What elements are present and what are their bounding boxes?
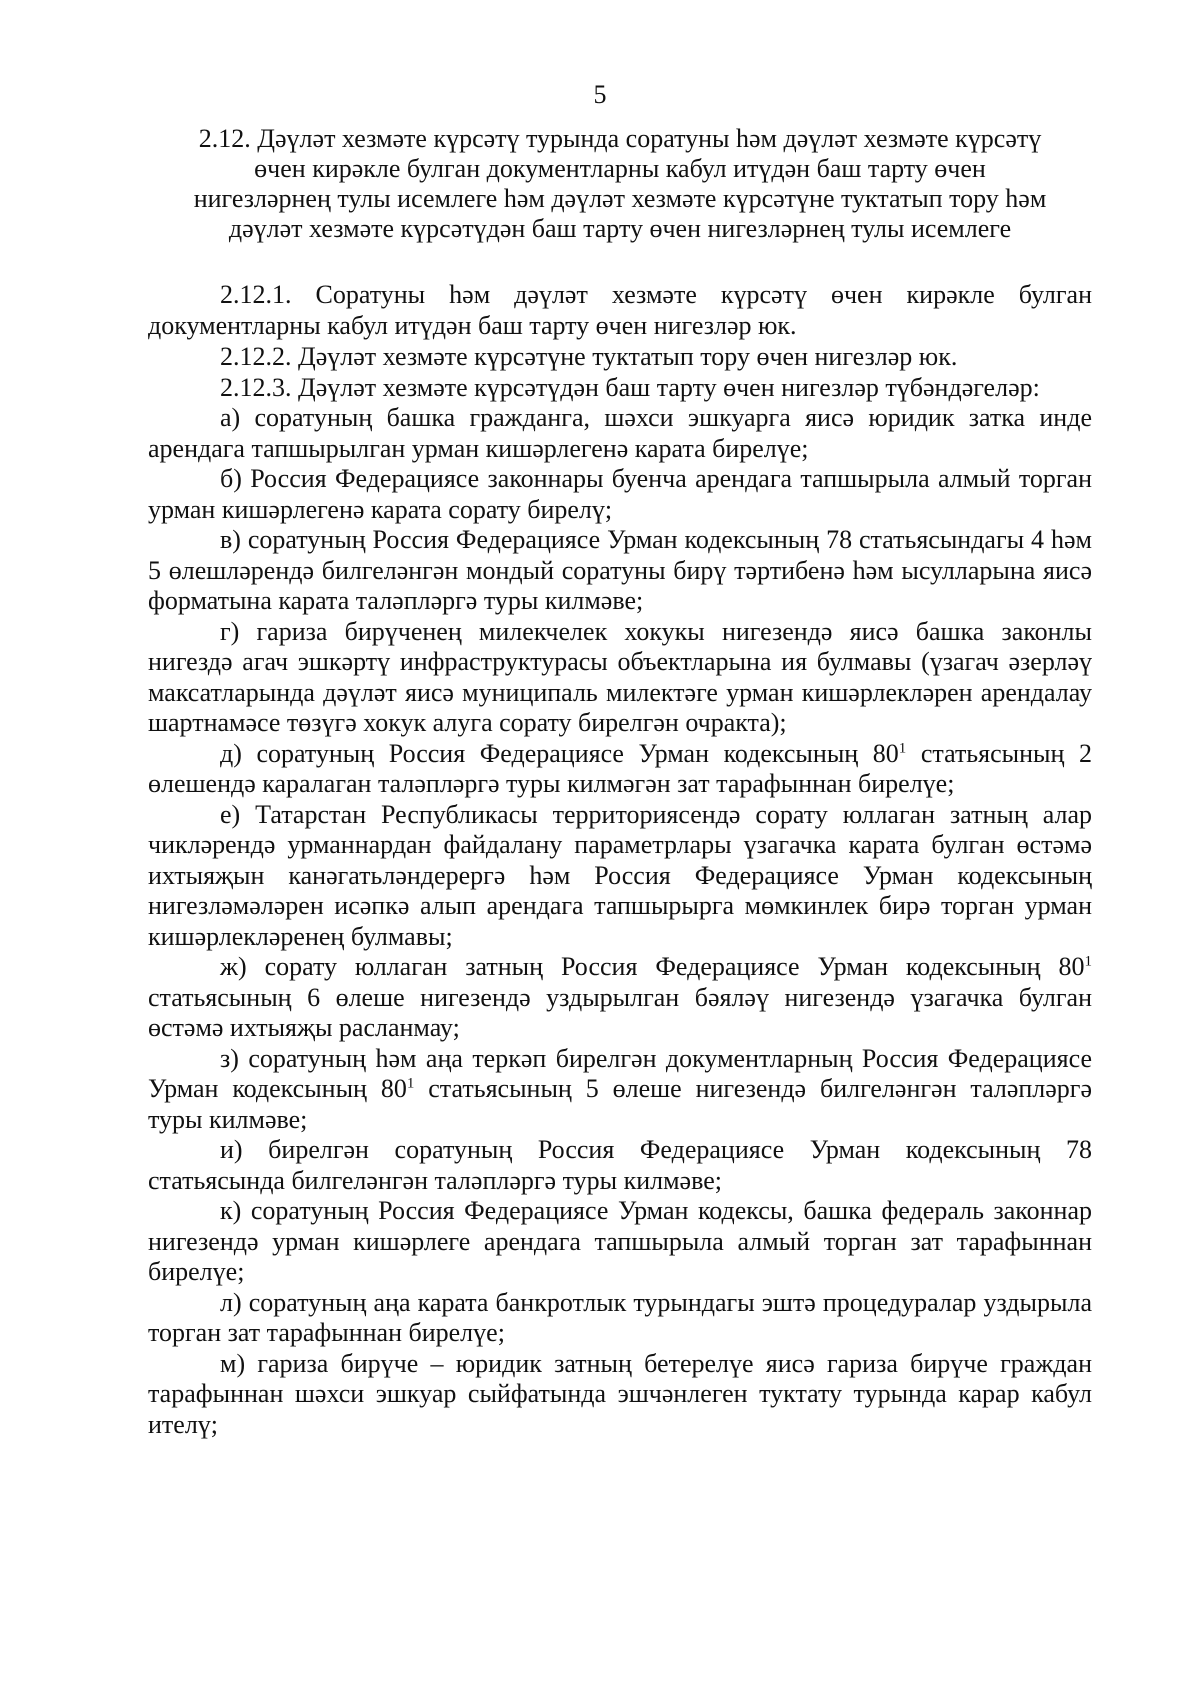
paragraph-2-12-1: 2.12.1. Соратуны һәм дәүләт хезмәте күрсәтү өчен кирәкле булган документларны кабул итүдән баш тарту өчен нигезләр юк.: [148, 280, 1092, 340]
heading-line: нигезләрнең тулы исемлеге һәм дәүләт хезмәте күрсәтүне туктатып тору һәм: [193, 184, 1047, 213]
superscript: 1: [898, 739, 907, 756]
document-body: [148, 280, 1092, 1440]
paragraph-item-m: м) гариза бирүче – юридик затның бетерелүе яисә гариза бирүче граждан тарафыннан шәхси эшкуар сыйфатында эшчәнлеген туктату турында карар кабул ителү;: [148, 1348, 1092, 1439]
page-number: 5: [593, 80, 607, 109]
heading-line: дәүләт хезмәте күрсәтүдән баш тарту өчен нигезләрнең тулы исемлеге: [228, 214, 1012, 243]
paragraph-item-k: к) соратуның Россия Федерациясе Урман кодексы, башка федераль законнар нигезендә урман кишәрлеге арендага тапшырыла алмый торган зат тарафыннан бирелүе;: [148, 1196, 1092, 1286]
paragraph-item-i: и) бирелгән соратуның Россия Федерациясе Урман кодексының 78 статьясында билгеләнгән таләпләргә туры килмәве;: [148, 1135, 1092, 1195]
superscript: 1: [1084, 953, 1092, 970]
paragraph-text: статьясының 6 өлеше нигезендә уздырылган бәяләү нигезендә үзагачка булган өстәмә ихтыяҗы расланмау;: [148, 982, 1092, 1042]
paragraph-item-z: [148, 1044, 1092, 1136]
paragraph-text: з) соратуның һәм аңа теркәп бирелгән документларның Россия Федерациясе Урман кодексының 80: [148, 1043, 1092, 1103]
paragraph-item-zh: [148, 952, 1092, 1044]
paragraph-text: ж) сорату юллаган затның Россия Федерациясе Урман кодексының 80: [220, 952, 1085, 981]
heading-line: 2.12. Дәүләт хезмәте күрсәтү турында соратуны һәм дәүләт хезмәте күрсәтү: [198, 124, 1042, 153]
paragraph-2-12-3: 2.12.3. Дәүләт хезмәте күрсәтүдән баш тарту өчен нигезләр түбәндәгеләр:: [220, 372, 1040, 402]
paragraph-item-b: б) Россия Федерациясе законнары буенча арендага тапшырыла алмый торган урман кишәрлегенә карата сорату бирелү;: [148, 464, 1092, 524]
paragraph-item-e: е) Татарстан Республикасы территориясендә сорату юллаган затның алар чикләрендә урманнардан файдалану параметрлары үзагачка карата булган өстәмә ихтыяҗын канәгатьләндерергә һәм Россия Федерациясе Урман кодексының нигезләмәләрен исәпкә алып арендага тапшырырга мөмкинлек бирә торган урман кишәрлекләренең булмавы;: [148, 799, 1092, 951]
paragraph-item-g: г) гариза бирүченең милекчелек хокукы нигезендә яисә башка законлы нигездә агач эшкәртү инфраструктурасы объектларына ия булмавы (үзагач әзерләү максатларында дәүләт яисә муниципаль милектәге урман кишәрлекләрен арендалау шартнамәсе төзүгә хокук алуга сорату бирелгән очракта);: [148, 616, 1092, 737]
superscript: 1: [406, 1075, 415, 1092]
section-heading: [148, 124, 1092, 244]
paragraph-2-12-2: 2.12.2. Дәүләт хезмәте күрсәтүне туктатып тору өчен нигезләр юк.: [220, 342, 958, 371]
paragraph-item-v: в) соратуның Россия Федерациясе Урман кодексының 78 статьясындагы 4 һәм 5 өлешләрендә билгеләнгән мондый соратуны бирү тәртибенә һәм ысулларына яисә форматына карата таләпләргә туры килмәве;: [148, 525, 1092, 615]
heading-line: өчен кирәкле булган документларны кабул итүдән баш тарту өчен: [254, 154, 986, 183]
paragraph-text: статьясының 2 өлешендә каралаган таләпләргә туры килмәгән зат тарафыннан бирелүе;: [148, 738, 1092, 798]
paragraph-text: статьясының 5 өлеше нигезендә билгеләнгән таләпләргә туры килмәве;: [148, 1074, 1092, 1134]
paragraph-item-l: л) соратуның аңа карата банкротлык турындагы эштә процедуралар уздырыла торган зат тарафыннан бирелүе;: [148, 1287, 1092, 1347]
paragraph-text: д) соратуның Россия Федерациясе Урман кодексының 80: [220, 738, 899, 768]
paragraph-item-a: а) соратуның башка гражданга, шәхси эшкуарга яисә юридик затка инде арендага тапшырылган урман кишәрлегенә карата бирелүе;: [148, 403, 1092, 463]
paragraph-item-d: [148, 739, 1092, 800]
